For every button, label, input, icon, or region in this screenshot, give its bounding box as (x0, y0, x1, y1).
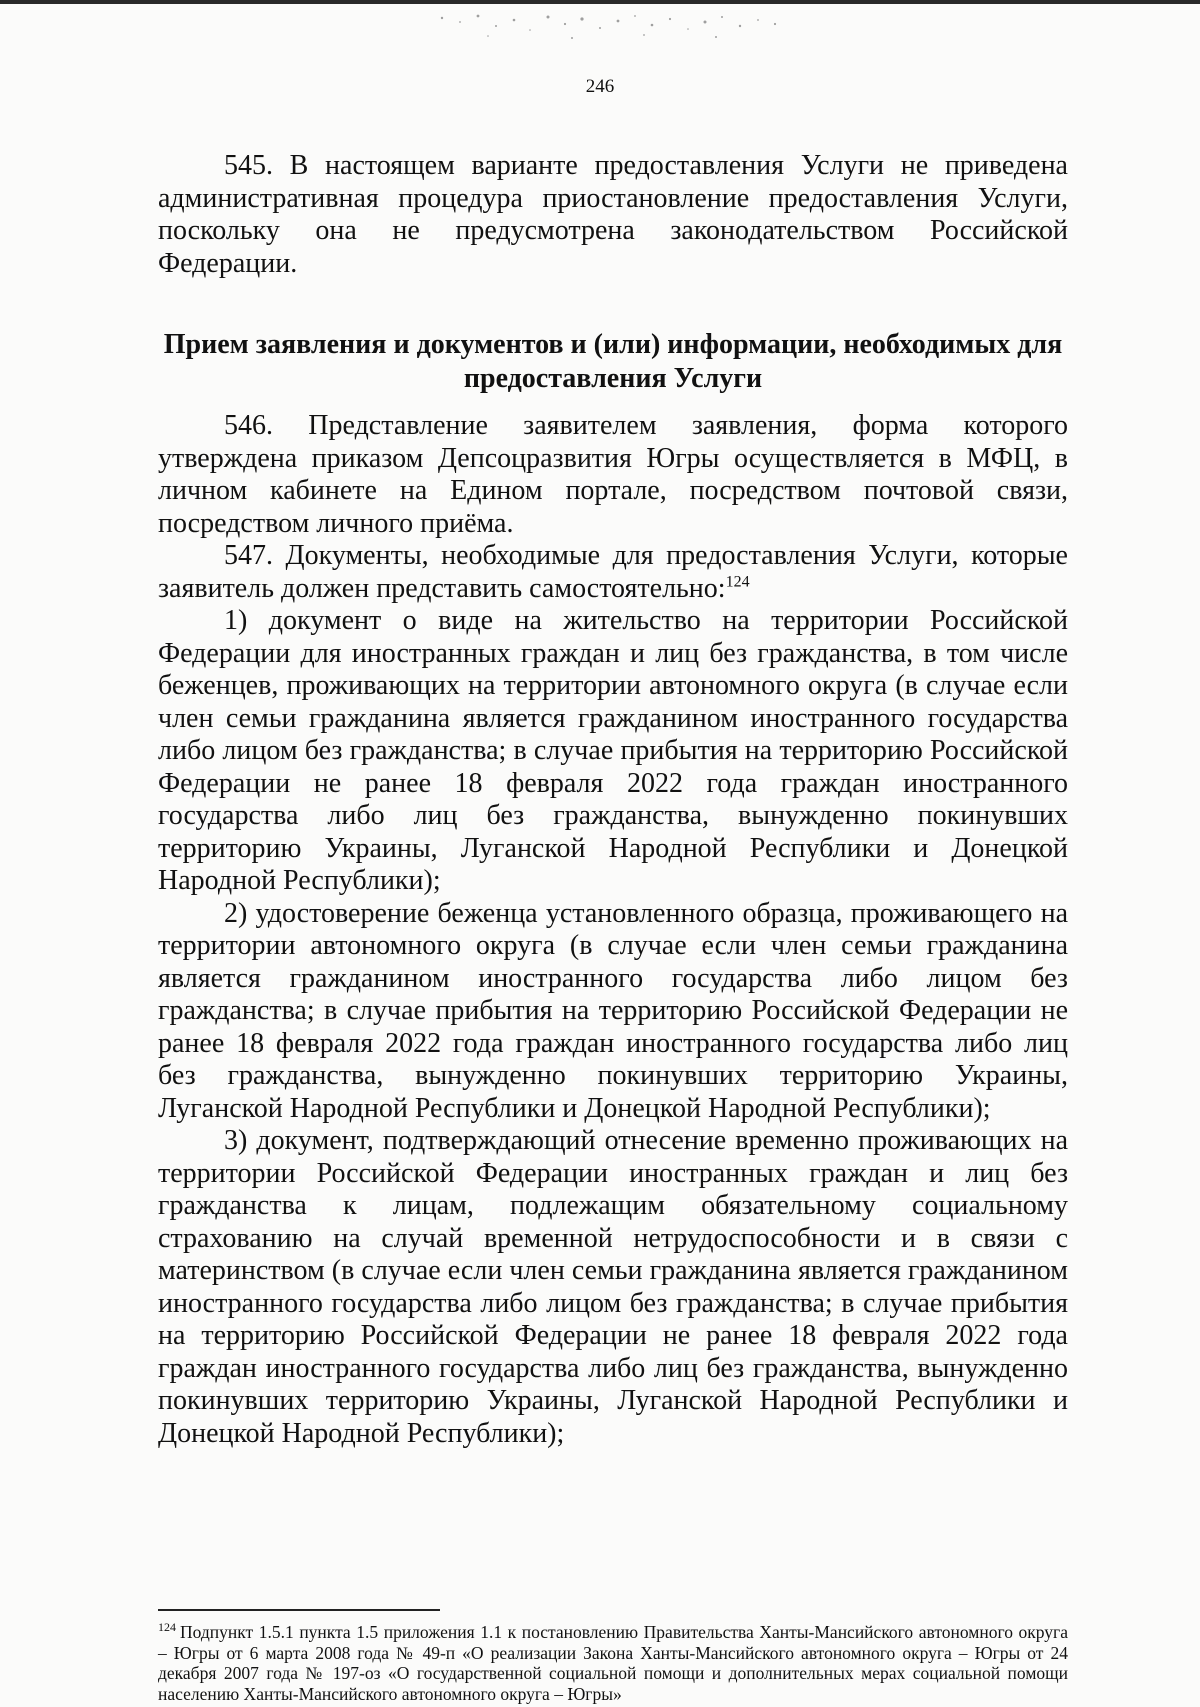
list-item-1: 1) документ о виде на жительство на территории Российской Федерации для иностранных граждан и лиц без гражданства, в том числе беженцев, проживающих на территории автономного округа (в случае если член семьи гражданина является гражданином иностранного государства либо лицом без гражданства; в случае прибытия на территорию Российской Федерации не ранее 18 февраля 2022 года граждан иностранного государства либо лиц без гражданства, вынужденно покинувших территорию Украины, Луганской Народной Республики и Донецкой Народной Республики); (158, 605, 1068, 896)
paragraph-545: 545. В настоящем варианте предоставления Услуги не приведена административная процедура приостановление предоставления Услуги, поскольку она не предусмотрена законодательством Российской Федерации. (158, 150, 1068, 279)
paragraph-546: 546. Представление заявителем заявления, форма которого утверждена приказом Депсоцразвития Югры осуществляется в МФЦ, в личном кабинете на Едином портале, посредством почтовой связи, посредством личного приёма. (158, 410, 1068, 539)
paragraph-547-text: 547. Документы, необходимые для предоставления Услуги, которые заявитель должен представить самостоятельно: (158, 540, 1068, 604)
section-heading: Прием заявления и документов и (или) информации, необходимых для предоставления Услуги (163, 329, 1063, 394)
footnote-reference: 124 (725, 573, 750, 591)
page-number: 246 (585, 76, 615, 97)
document-body (158, 150, 1068, 1450)
footnote (158, 1622, 1068, 1704)
paragraph-547 (158, 540, 1068, 605)
scan-noise-mark (430, 8, 790, 48)
list-item-3: 3) документ, подтверждающий отнесение временно проживающих на территории Российской Федерации иностранных граждан и лиц без гражданства к лицам, подлежащим обязательному социальному страхованию на случай временной нетрудоспособности и в связи с материнством (в случае если член семьи гражданина является гражданином иностранного государства либо лицом без гражданства; в случае прибытия на территорию Российской Федерации не ранее 18 февраля 2022 года граждан иностранного государства либо лиц без гражданства, вынужденно покинувших территорию Украины, Луганской Народной Республики и Донецкой Народной Республики); (158, 1125, 1068, 1449)
footnote-text: Подпункт 1.5.1 пункта 1.5 приложения 1.1 к постановлению Правительства Ханты-Мансийского автономного округа – Югры от 6 марта 2008 года № 49-п «О реализации Закона Ханты-Мансийского автономного округа – Югры от 24 декабря 2007 года № 197-оз «О государственной социальной помощи и дополнительных мерах социальной помощи населению Ханты-Мансийского автономного округа – Югры» (158, 1622, 1068, 1704)
footnote-separator (158, 1609, 440, 1611)
scan-top-edge (0, 0, 1200, 4)
list-item-2: 2) удостоверение беженца установленного образца, проживающего на территории автономного округа (в случае если член семьи гражданина является гражданином иностранного государства либо лицом без гражданства; в случае прибытия на территорию Российской Федерации не ранее 18 февраля 2022 года граждан иностранного государства либо лиц без гражданства, вынужденно покинувших территорию Украины, Луганской Народной Республики и Донецкой Народной Республики); (158, 897, 1068, 1124)
footnote-mark: 124 (158, 1620, 176, 1635)
